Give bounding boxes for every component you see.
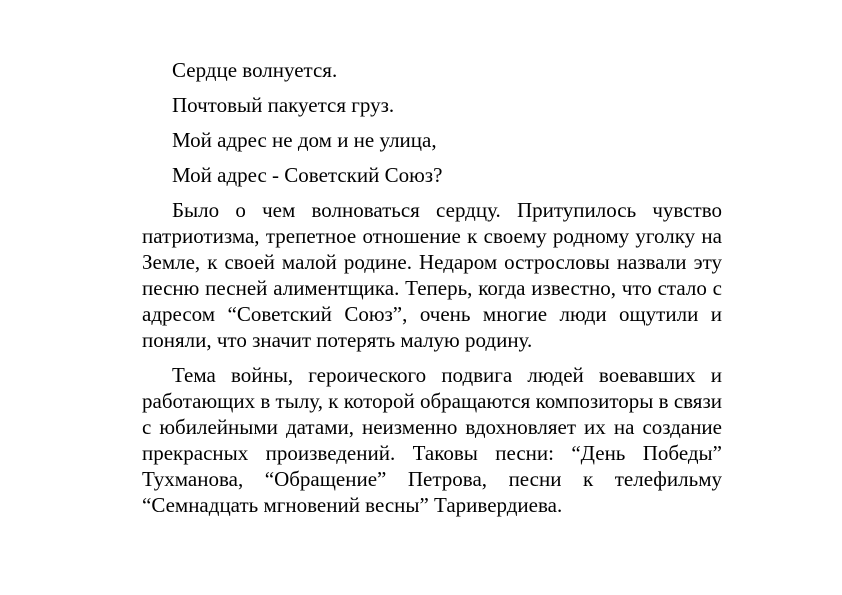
paragraph: Было о чем волноваться сердцу. Притупилось чувство патриотизма, трепетное отношение к своему родному уголку на Земле, к своей малой родине. Недаром острословы назвали эту песню песней алиментщика. Теперь, когда известно, что стало с адресом “Советский Союз”, очень многие люди ощутили и поняли, что значит потерять малую родину. (142, 198, 722, 352)
paragraph: Тема войны, героического подвига людей воевавших и работающих в тылу, к которой обращаются композиторы в связи с юбилейными датами, неизменно вдохновляет их на создание прекрасных произведений. Таковы песни: “День Победы” Тухманова, “Обращение” Петрова, песни к телефильму “Семнадцать мгновений весны” Таривердиева. (142, 363, 722, 517)
verse-line: Почтовый пакуется груз. (172, 93, 395, 117)
verse-line: Сердце волнуется. (172, 58, 338, 82)
document-text (142, 57, 722, 527)
verse-line: Мой адрес не дом и не улица, (172, 128, 437, 152)
verse-line: Мой адрес - Советский Союз? (172, 163, 443, 187)
